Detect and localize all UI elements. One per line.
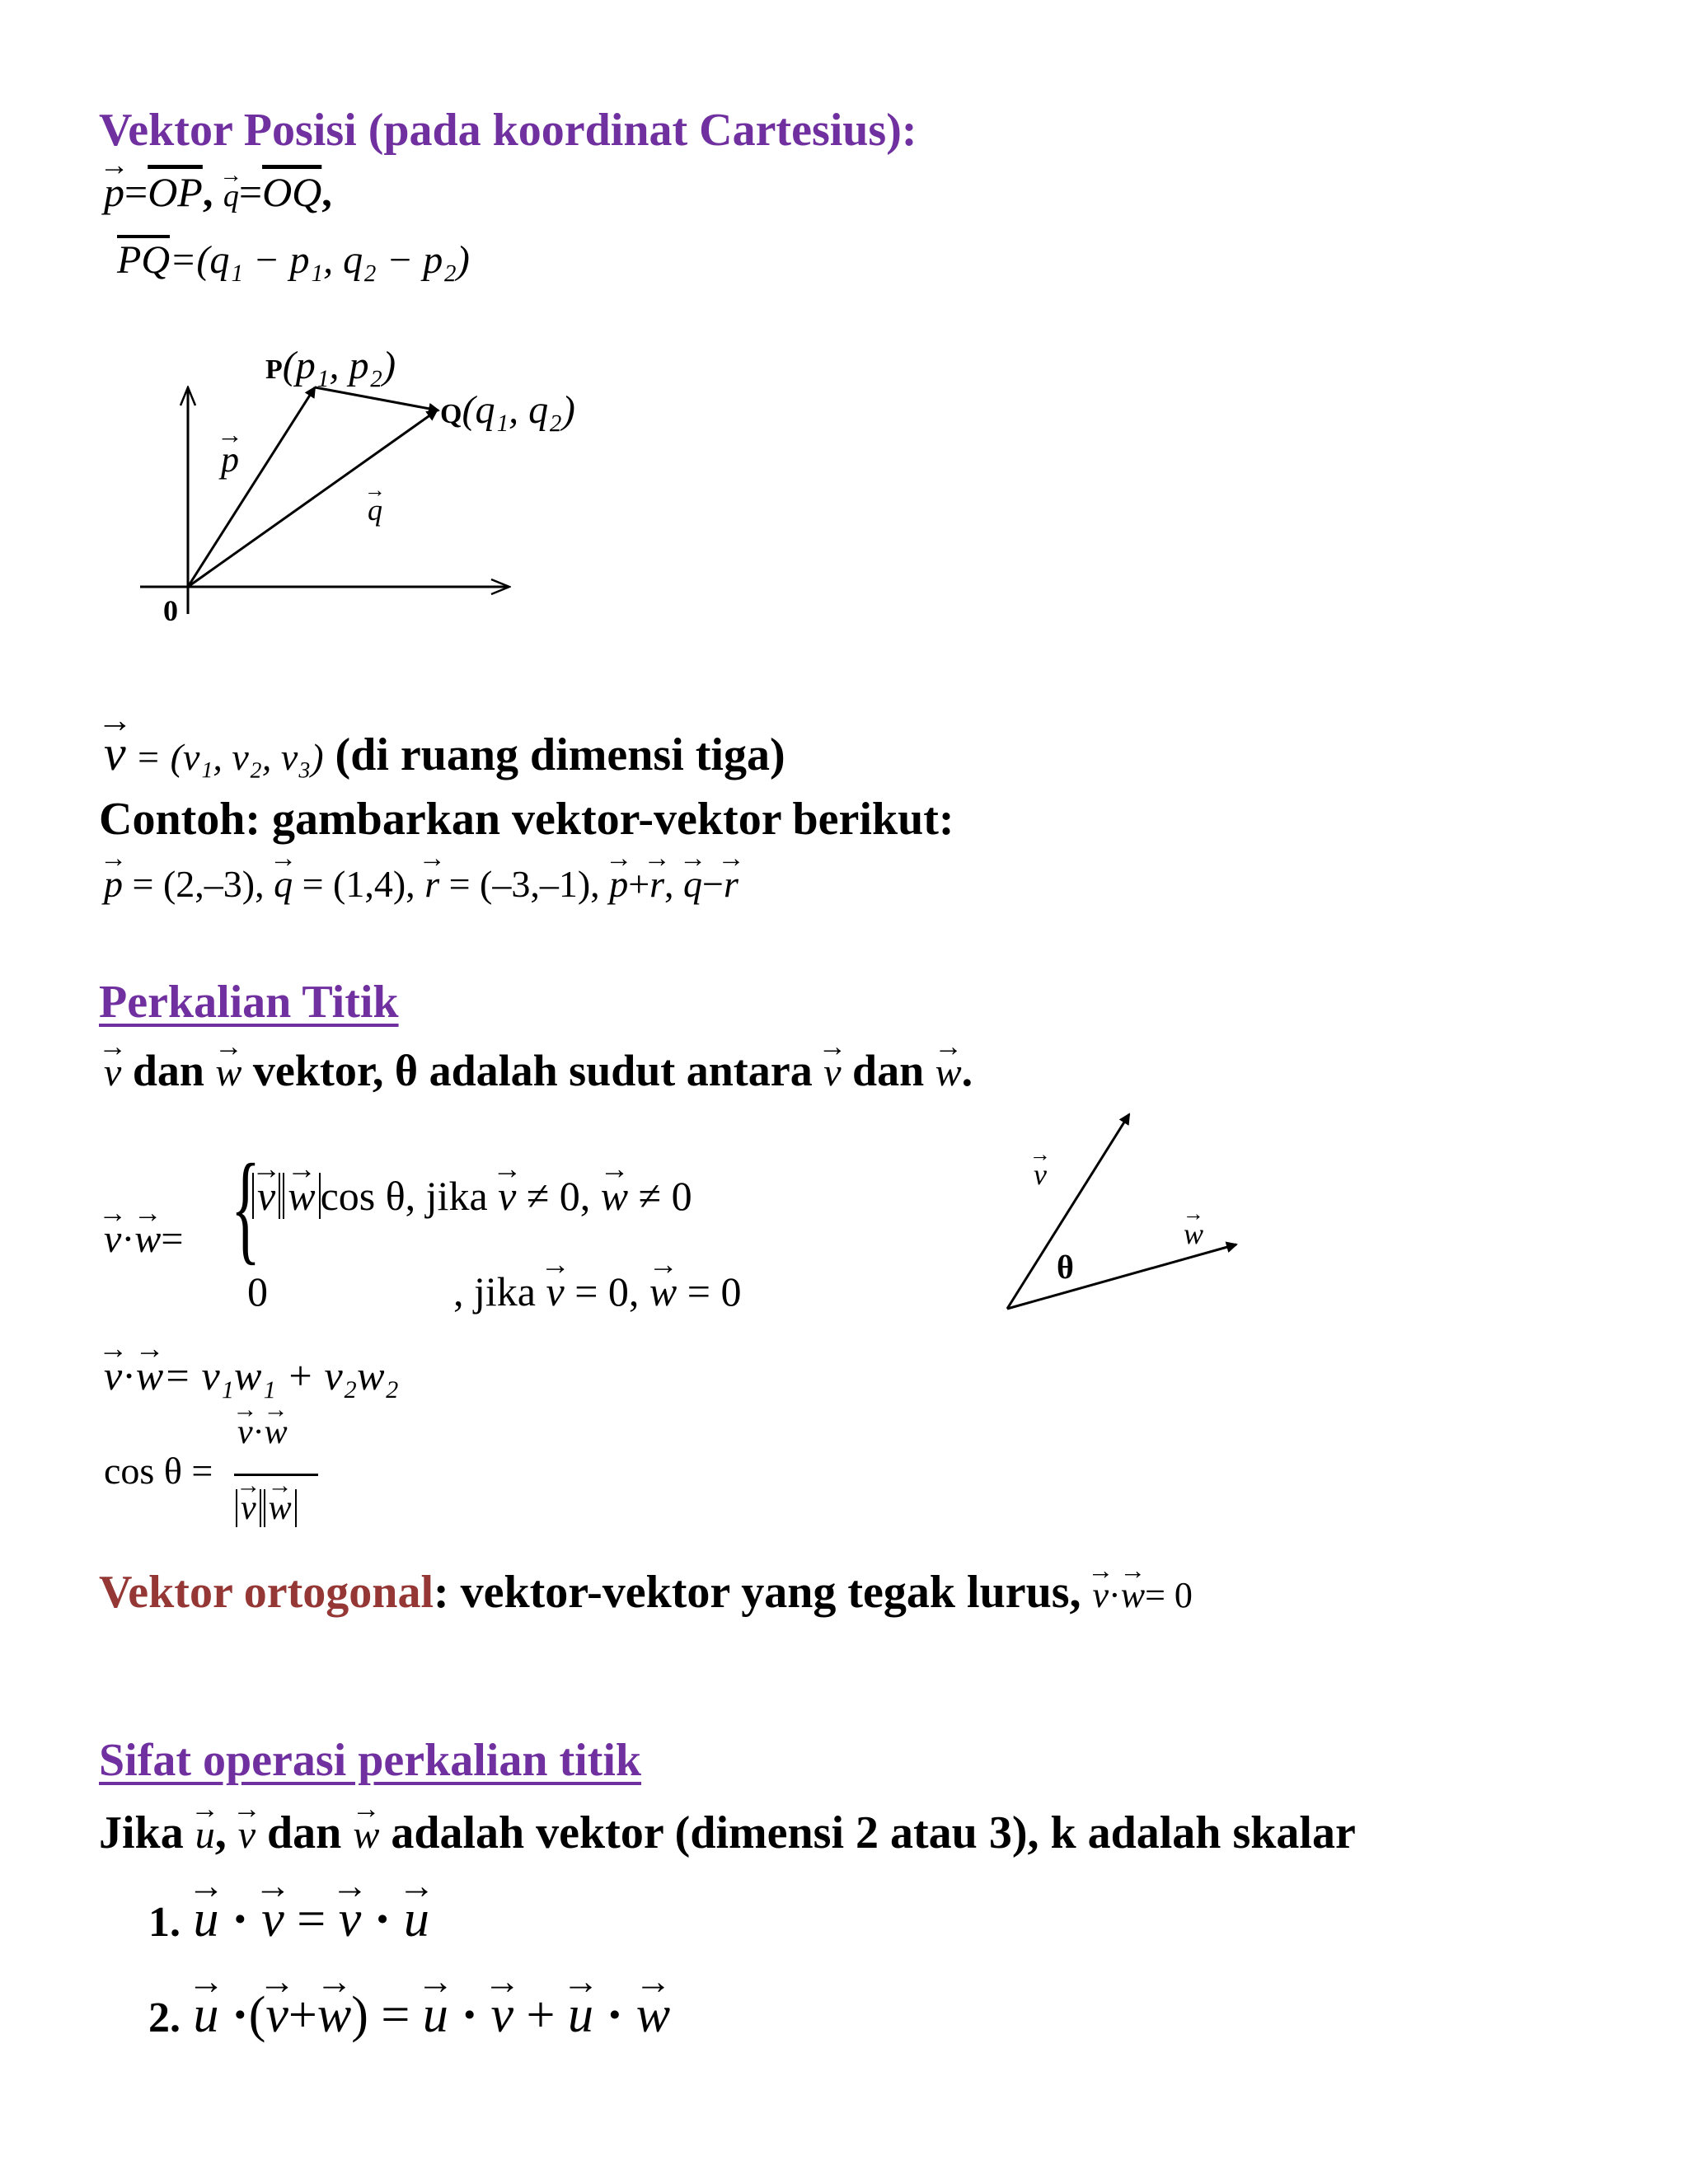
label-p: → p — [221, 438, 239, 480]
example-title: Contoh: gambarkan vektor-vektor berikut: — [99, 794, 954, 845]
section-title-perkalian-titik: Perkalian Titik — [99, 977, 399, 1028]
point-P-label: P(p₁, p₂) — [265, 344, 396, 387]
equals: = — [238, 169, 263, 215]
cosine-lhs: cos θ = — [104, 1450, 213, 1492]
vector-OQ: $\overline{OQ}$ — [262, 169, 322, 215]
vector-OP: $\overline{OP}$ — [148, 169, 203, 215]
case-2: , jika → v = 0, → w = 0 — [453, 1268, 741, 1315]
vector-PQ-components: =(q₁ − p₁, q₂ − p₂) — [169, 238, 470, 282]
section-title-sifat: Sifat operasi perkalian titik — [99, 1735, 642, 1786]
properties-description: Jika → u, → v dan → w adalah vektor (dimensi 2 atau 3), k adalah skalar — [99, 1807, 1356, 1859]
dot-product-lhs: → v·→ w= — [104, 1216, 183, 1262]
position-vector-equation: → $p=\overline{OP}$, → $q=\overline{OQ}$, — [104, 168, 332, 216]
angle-label-theta: θ — [1057, 1249, 1074, 1286]
vector-q: → q — [223, 178, 239, 214]
example-vectors: → p = (2,–3), → q = (1,4), → r = (–3,–1), → p+→ r, → q−→ r — [104, 862, 738, 906]
vector-p: → p — [104, 168, 124, 216]
left-brace: { — [231, 1139, 260, 1276]
cosine-numerator: → v·→ w — [237, 1413, 288, 1452]
angle-label-w: → w — [1184, 1216, 1203, 1251]
point-Q-label: Q(q₁, q₂) — [440, 388, 575, 432]
cosine-denominator: → v → w — [236, 1488, 297, 1528]
property-1: 1. → u · → v = → v · → u — [148, 1891, 429, 1949]
origin-label: 0 — [163, 594, 178, 627]
dot-product-description: → v dan → w vektor, θ adalah sudut antara → v dan → w. — [104, 1045, 973, 1096]
dot-product-components: → v·→ w= v₁w₁ + v₂w₂ — [104, 1352, 399, 1399]
comma: , — [202, 169, 223, 215]
vector-v-components: = (v₁, v₂, v₃) — [125, 736, 324, 778]
vector-PQ: $\overline{PQ}$ — [117, 238, 170, 282]
property-2: 2. → u ·(→ v+→ w) = → u · → v + → u · → w — [148, 1986, 670, 2045]
angle-label-v: → v — [1034, 1157, 1047, 1192]
section-title-vektor-posisi: Vektor Posisi (pada koordinat Cartesius): — [99, 105, 917, 156]
case-2-zero: 0 — [247, 1268, 268, 1315]
vector-v-note: (di ruang dimensi tiga) — [335, 729, 785, 780]
orthogonal-definition: Vektor ortogonal: vektor-vektor yang tegak lurus, → v·→ w= 0 — [99, 1566, 1193, 1619]
label-q: → q — [368, 493, 382, 527]
vector-v: → v — [104, 725, 126, 782]
equals: = — [124, 169, 148, 215]
case-1: → v → w cos θ, jika → v ≠ 0, → w ≠ 0 — [252, 1172, 692, 1220]
